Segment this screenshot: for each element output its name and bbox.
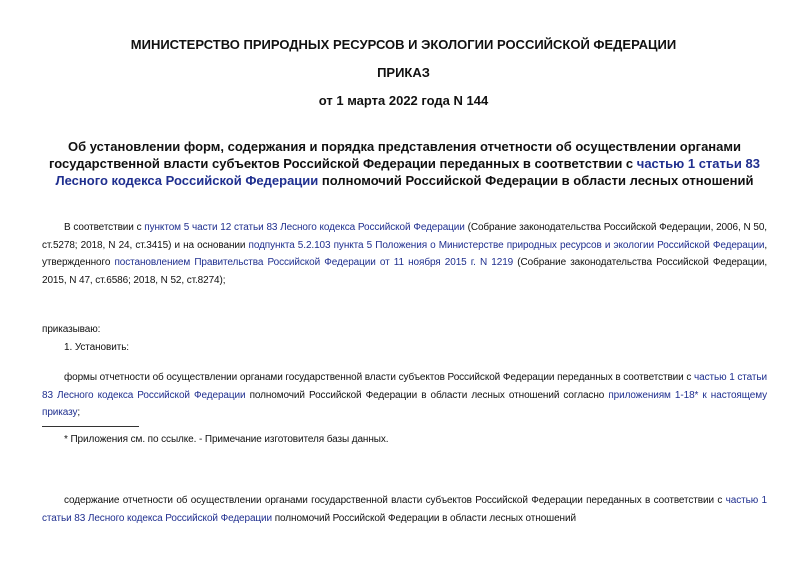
text: ; (77, 407, 81, 418)
link-government-resolution[interactable]: постановлением Правительства Российской Федерации от 11 ноября 2015 г. N 1219 (114, 257, 514, 268)
link-forest-code-part1[interactable]: частью 1 статьи 83 Лесного кодекса Российской Федерации (42, 495, 767, 524)
title-link-forest-code[interactable]: частью 1 статьи 83 Лесного кодекса Российской Федерации (55, 156, 760, 188)
text: , утвержденного (42, 239, 767, 268)
text: В соответствии с (64, 222, 145, 233)
title-text: Об установлении форм, содержания и порядка представления отчетности об осуществлении органами государственной власти субъектов Российской Федерации переданных в соответствии с (49, 139, 741, 171)
link-ministry-regulation[interactable]: подпункта 5.2.103 пункта 5 Положения о Министерстве природных ресурсов и экологии Российской Федерации (248, 239, 765, 251)
text: содержание отчетности об осуществлении органами государственной власти субъектов Российской Федерации переданных в соответствии с (64, 495, 726, 506)
footnote: * Приложения см. по ссылке. - Примечание изготовителя базы данных. (64, 434, 389, 445)
date-number-heading: от 1 марта 2022 года N 144 (318, 93, 489, 108)
content-paragraph (42, 492, 767, 527)
text: (Собрание законодательства Российской Федерации, 2006, N 50, ст.5278; 2018, N 24, ст.3415) и на основании (42, 222, 767, 251)
link-forest-code-part1[interactable]: частью 1 статьи 83 Лесного кодекса Российской Федерации (42, 372, 767, 401)
preamble-paragraph (42, 219, 767, 289)
link-forest-code-art83[interactable]: пунктом 5 части 12 статьи 83 Лесного кодекса Российской Федерации (144, 222, 465, 233)
document-title (42, 138, 767, 189)
item-1: 1. Установить: (64, 342, 129, 353)
link-appendices[interactable]: приложениям 1-18* к настоящему приказу (42, 389, 767, 418)
ministry-heading: МИНИСТЕРСТВО ПРИРОДНЫХ РЕСУРСОВ И ЭКОЛОГИИ РОССИЙСКОЙ ФЕДЕРАЦИИ (130, 37, 677, 52)
text: полномочий Российской Федерации в области лесных отношений (272, 512, 576, 524)
title-text-end: полномочий Российской Федерации в области лесных отношений (318, 173, 754, 188)
order-word: приказываю: (42, 324, 101, 335)
forms-paragraph (42, 369, 767, 422)
text: формы отчетности об осуществлении органами государственной власти субъектов Российской Федерации переданных в соответствии с (64, 372, 695, 383)
text: полномочий Российской Федерации в области лесных отношений согласно (245, 389, 609, 401)
text: (Собрание законодательства Российской Федерации, 2015, N 47, ст.6586; 2018, N 52, ст.8274); (42, 257, 767, 286)
doc-type-heading: ПРИКАЗ (377, 65, 430, 80)
footnote-divider (42, 426, 139, 427)
